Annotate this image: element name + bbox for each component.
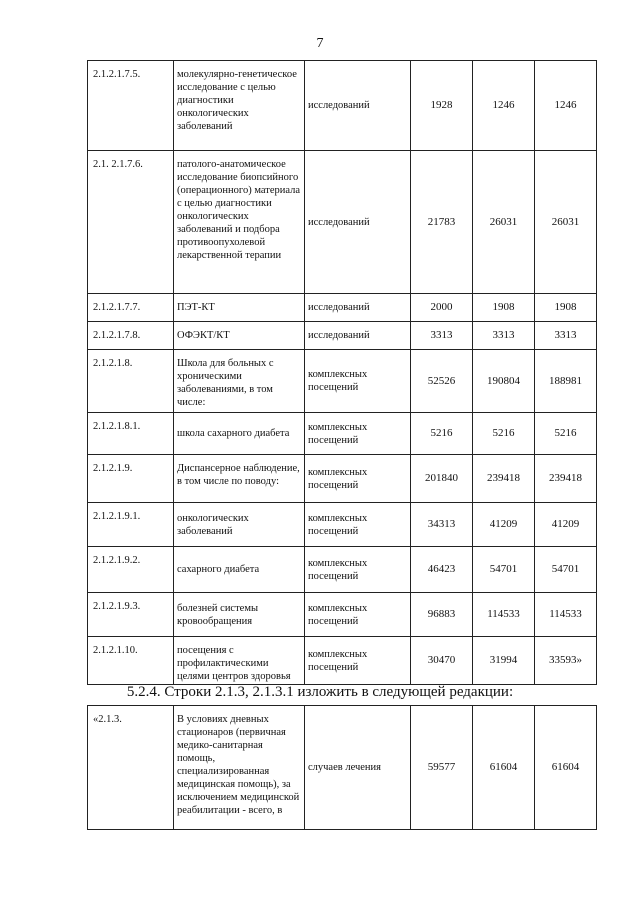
row-name: молекулярно-генетическое исследование с целью диагностики онкологических заболеваний	[174, 61, 305, 151]
row-unit: комплексных посещений	[305, 593, 411, 637]
row-value-3: 33593»	[535, 637, 597, 685]
row-value-1: 201840	[411, 455, 473, 503]
row-value-2: 31994	[473, 637, 535, 685]
row-value-3: 26031	[535, 151, 597, 294]
row-code: 2.1.2.1.8.	[88, 350, 174, 413]
table-row	[88, 637, 597, 685]
row-value-3: 54701	[535, 547, 597, 593]
row-code: «2.1.3.	[88, 706, 174, 830]
page-number: 7	[316, 36, 324, 51]
section-heading: 5.2.4. Строки 2.1.3, 2.1.3.1 изложить в следующей редакции:	[126, 684, 514, 700]
table-row	[88, 455, 597, 503]
row-name: болезней системы кровообращения	[174, 593, 305, 637]
row-name: Школа для больных с хроническими заболеваниями, в том числе:	[174, 350, 305, 413]
table-row	[88, 593, 597, 637]
row-code: 2.1. 2.1.7.6.	[88, 151, 174, 294]
row-value-3: 3313	[535, 322, 597, 350]
day-hospital-table	[87, 705, 597, 830]
row-unit: исследований	[305, 151, 411, 294]
row-value-3: 239418	[535, 455, 597, 503]
row-value-2: 1908	[473, 294, 535, 322]
row-unit: комплексных посещений	[305, 547, 411, 593]
row-value-3: 61604	[535, 706, 597, 830]
table-row	[88, 151, 597, 294]
row-value-3: 5216	[535, 413, 597, 455]
row-value-3: 1908	[535, 294, 597, 322]
table-row	[88, 350, 597, 413]
row-value-2: 3313	[473, 322, 535, 350]
row-value-1: 30470	[411, 637, 473, 685]
row-code: 2.1.2.1.9.1.	[88, 503, 174, 547]
row-value-2: 114533	[473, 593, 535, 637]
row-code: 2.1.2.1.9.3.	[88, 593, 174, 637]
row-value-1: 21783	[411, 151, 473, 294]
row-code: 2.1.2.1.9.2.	[88, 547, 174, 593]
table-row	[88, 706, 597, 830]
row-value-2: 190804	[473, 350, 535, 413]
row-unit: комплексных посещений	[305, 455, 411, 503]
table-row	[88, 322, 597, 350]
row-value-1: 52526	[411, 350, 473, 413]
row-value-2: 54701	[473, 547, 535, 593]
table-row	[88, 547, 597, 593]
indicators-table	[87, 60, 597, 685]
row-value-3: 188981	[535, 350, 597, 413]
table-row	[88, 61, 597, 151]
row-value-1: 59577	[411, 706, 473, 830]
table-row	[88, 413, 597, 455]
row-code: 2.1.2.1.10.	[88, 637, 174, 685]
row-name: сахарного диабета	[174, 547, 305, 593]
row-value-1: 1928	[411, 61, 473, 151]
row-name: Диспансерное наблюдение, в том числе по поводу:	[174, 455, 305, 503]
row-value-1: 46423	[411, 547, 473, 593]
row-value-2: 1246	[473, 61, 535, 151]
row-value-3: 114533	[535, 593, 597, 637]
row-code: 2.1.2.1.8.1.	[88, 413, 174, 455]
row-value-2: 41209	[473, 503, 535, 547]
row-name: В условиях дневных стационаров (первичная медико-санитарная помощь, специализированная медицинская помощь), за исключением медицинской реабилитации - всего, в	[174, 706, 305, 830]
row-name: ПЭТ-КТ	[174, 294, 305, 322]
row-value-2: 61604	[473, 706, 535, 830]
row-value-1: 3313	[411, 322, 473, 350]
row-code: 2.1.2.1.7.7.	[88, 294, 174, 322]
row-name: ОФЭКТ/КТ	[174, 322, 305, 350]
row-value-3: 41209	[535, 503, 597, 547]
row-value-3: 1246	[535, 61, 597, 151]
row-unit: исследований	[305, 61, 411, 151]
row-value-1: 96883	[411, 593, 473, 637]
row-name: посещения с профилактическими целями центров здоровья	[174, 637, 305, 685]
row-unit: комплексных посещений	[305, 350, 411, 413]
row-unit: исследований	[305, 294, 411, 322]
row-code: 2.1.2.1.7.5.	[88, 61, 174, 151]
row-value-1: 34313	[411, 503, 473, 547]
row-unit: комплексных посещений	[305, 637, 411, 685]
table-row	[88, 294, 597, 322]
row-code: 2.1.2.1.9.	[88, 455, 174, 503]
row-unit: комплексных посещений	[305, 413, 411, 455]
row-unit: исследований	[305, 322, 411, 350]
row-unit: случаев лечения	[305, 706, 411, 830]
row-value-2: 239418	[473, 455, 535, 503]
table-row	[88, 503, 597, 547]
row-name: онкологических заболеваний	[174, 503, 305, 547]
row-value-2: 5216	[473, 413, 535, 455]
row-unit: комплексных посещений	[305, 503, 411, 547]
row-value-1: 2000	[411, 294, 473, 322]
row-value-1: 5216	[411, 413, 473, 455]
row-name: школа сахарного диабета	[174, 413, 305, 455]
row-value-2: 26031	[473, 151, 535, 294]
row-code: 2.1.2.1.7.8.	[88, 322, 174, 350]
row-name: патолого-анатомическое исследование биопсийного (операционного) материала с целью диагностики онкологических заболеваний и подбора противоопухолевой лекарственной терапии	[174, 151, 305, 294]
